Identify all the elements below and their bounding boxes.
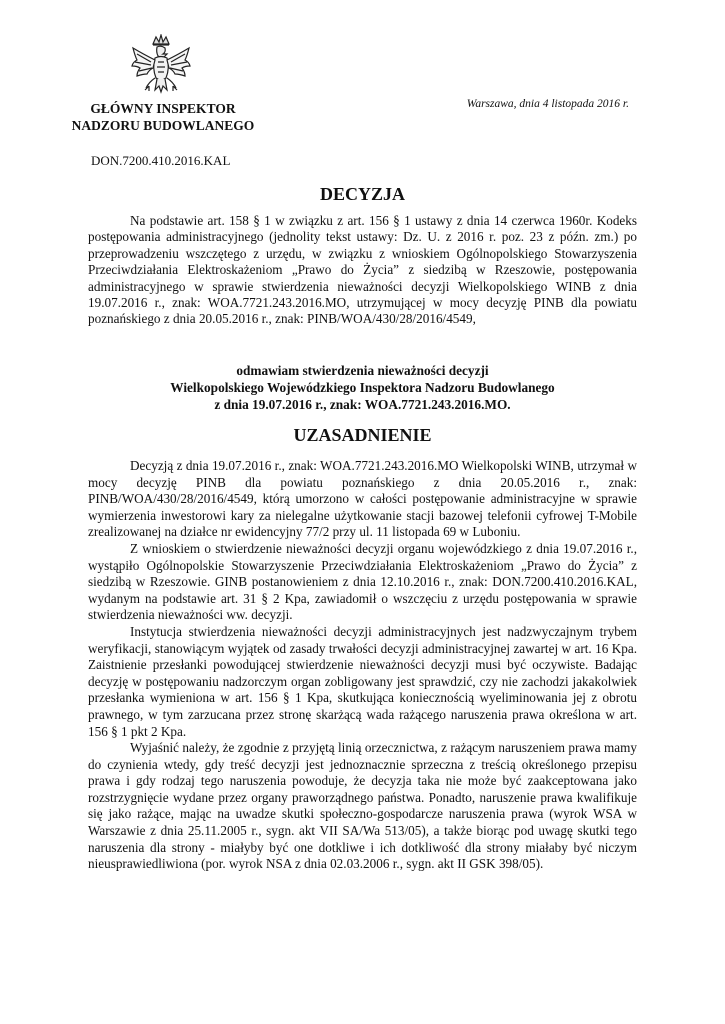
issuing-authority	[58, 100, 268, 134]
ruling-line-3: z dnia 19.07.2016 r., znak: WOA.7721.243.2016.MO.	[214, 397, 511, 412]
justification-body	[88, 458, 637, 873]
justification-paragraph: Wyjaśnić należy, że zgodnie z przyjętą linią orzecznictwa, z rażącym naruszeniem prawa mamy do czynienia wtedy, gdy treść decyzji jest jednoznacznie sprzeczna z treścią określonego przepisu prawa i gdy rodzaj tego naruszenia powoduje, że decyzja taka nie może być zaakceptowana jako rozstrzygnięcie wydane przez organy praworządnego państwa. Ponadto, naruszenie prawa kwalifikuje się jako rażące, mając na uwadze skutki społeczno-gospodarcze naruszenia prawa (wyrok WSA w Warszawie z dnia 25.11.2005 r., sygn. akt VII SA/Wa 513/05), a także biorąc pod uwagę skutki tego naruszenia dla strony - miałyby być one dotkliwe i ich dotkliwość dla strony miałaby być niczym nieusprawiedliwiona (por. wyrok NSA z dnia 02.03.2006 r., sygn. akt II GSK 398/05).	[88, 740, 637, 872]
polish-eagle-emblem-icon	[129, 34, 193, 100]
authority-line-1: GŁÓWNY INSPEKTOR	[90, 101, 236, 116]
decision-ruling	[88, 362, 637, 413]
justification-paragraph: Instytucja stwierdzenia nieważności decyzji administracyjnych jest nadzwyczajnym trybem weryfikacji, stanowiącym wyjątek od zasady trwałości decyzji administracyjnej zawartej w art. 16 Kpa. Zaistnienie przesłanki powodującej stwierdzenie nieważności decyzji musi być oczywiste. Badając decyzję w postępowaniu nadzorczym organ zobligowany jest sprawdzić, czy nie zachodzi jakakolwiek przesłanka wymieniona w art. 156 § 1 Kpa, skutkująca koniecznością wyeliminowania jej z obrotu prawnego, w tym zarzucana przez stronę skarżącą wada rażącego naruszenia prawa określona w art. 156 § 1 pkt 2 Kpa.	[88, 623, 637, 739]
decision-intro-paragraph: Na podstawie art. 158 § 1 w związku z art. 156 § 1 ustawy z dnia 14 czerwca 1960r. Kodeks postępowania administracyjnego (jednolity tekst ustawy: Dz. U. z 2016 r. poz. 23 z późn. zm.) po przeprowadzeniu wszczętego z urzędu, w związku z wnioskiem Ogólnopolskiego Stowarzyszenia Przeciwdziałania Elektroskażeniom „Prawo do Życia” z siedzibą w Rzeszowie, postępowania administracyjnego w sprawie stwierdzenia nieważności decyzji Wielkopolskiego WINB z dnia 19.07.2016 r., znak: WOA.7721.243.2016.MO, utrzymującej w mocy decyzję PINB dla powiatu poznańskiego z dnia 20.05.2016 r., znak: PINB/WOA/430/28/2016/4549,	[88, 213, 637, 327]
justification-paragraph: Decyzją z dnia 19.07.2016 r., znak: WOA.7721.243.2016.MO Wielkopolski WINB, utrzymał w mocy decyzję PINB dla powiatu poznańskiego z dnia 20.05.2016 r., znak: PINB/WOA/430/28/2016/4549, którą umorzono w całości postępowanie administracyjne w sprawie wymierzenia inwestorowi kary za nielegalne użytkowanie stacji bazowej telefonii cyfrowej T-Mobile zrealizowanej na działce nr ewidencyjny 77/2 przy ul. 11 listopada 69 w Luboniu.	[88, 458, 637, 540]
place-and-date: Warszawa, dnia 4 listopada 2016 r.	[466, 98, 629, 110]
authority-line-2: NADZORU BUDOWLANEGO	[71, 118, 255, 133]
ruling-line-2: Wielkopolskiego Wojewódzkiego Inspektora Nadzoru Budowlanego	[170, 380, 555, 395]
decision-title: DECYZJA	[319, 184, 405, 204]
justification-title: UZASADNIENIE	[293, 425, 432, 445]
case-number: DON.7200.410.2016.KAL	[91, 153, 231, 168]
ruling-line-1: odmawiam stwierdzenia nieważności decyzji	[236, 363, 489, 378]
justification-paragraph: Z wnioskiem o stwierdzenie nieważności decyzji organu wojewódzkiego z dnia 19.07.2016 r., wystąpiło Ogólnopolskie Stowarzyszenie Przeciwdziałania Elektroskażeniom „Prawo do Życia” z siedzibą w Rzeszowie. GINB postanowieniem z dnia 12.10.2016 r., znak: DON.7200.410.2016.KAL, wydanym na podstawie art. 31 § 2 Kpa, zawiadomił o wszczęciu z urzędu postępowania w sprawie stwierdzenia nieważności ww. decyzji.	[88, 540, 637, 623]
